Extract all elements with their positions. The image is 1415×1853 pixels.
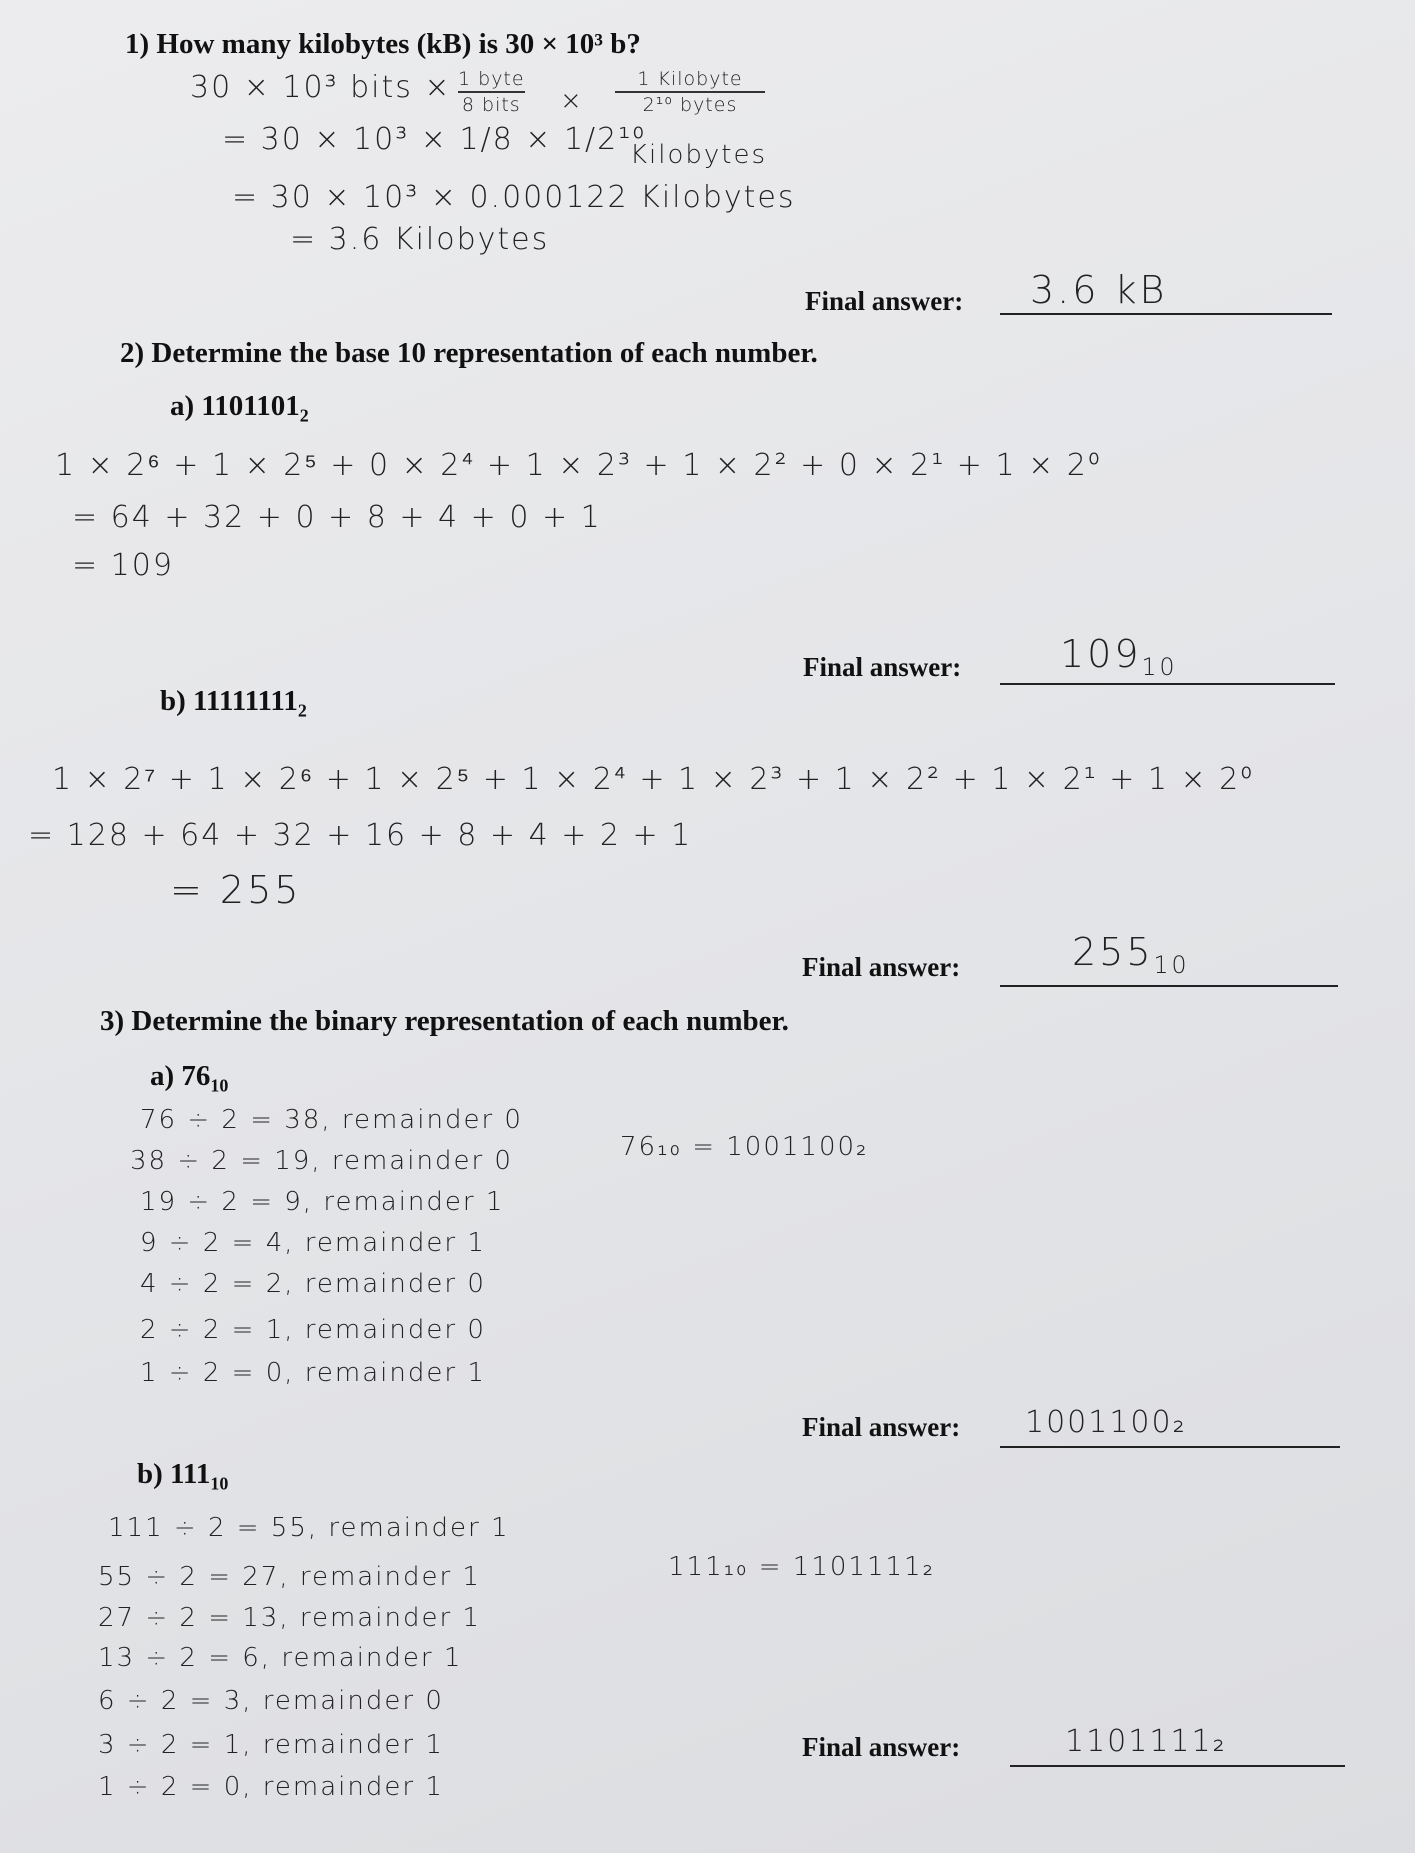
- q3b-step-7: 1 ÷ 2 = 0, remainder 1: [98, 1772, 444, 1802]
- q3b-answer-line: [1010, 1765, 1345, 1767]
- q1-work-line2-unit: Kilobytes: [630, 140, 768, 170]
- q1-answer-line: [1000, 313, 1332, 315]
- q2a-work-line1: 1 × 2⁶ + 1 × 2⁵ + 0 × 2⁴ + 1 × 2³ + 1 × 2² + 0 × 2¹ + 1 × 2⁰: [55, 448, 1102, 483]
- q3b-step-1: 111 ÷ 2 = 55, remainder 1: [108, 1513, 510, 1543]
- q3b-side-note: 111₁₀ = 1101111₂: [668, 1552, 936, 1582]
- q2b-final-label: Final answer:: [802, 952, 961, 982]
- q3a-final-label: Final answer:: [802, 1412, 961, 1442]
- q1-work-line1: 30 × 10³ bits ×: [190, 70, 452, 105]
- q1-fraction-kilobyte: [615, 68, 765, 116]
- q3a-step-7: 1 ÷ 2 = 0, remainder 1: [140, 1358, 486, 1388]
- q3b-label-base: 10: [210, 1473, 229, 1494]
- q2a-answer-line: [1000, 683, 1335, 685]
- q2a-label: [170, 390, 309, 426]
- q2b-final-answer: [1072, 930, 1190, 979]
- q2b-answer-line: [1000, 985, 1338, 987]
- q2b-work-line3: = 255: [170, 868, 302, 912]
- q1-final-answer: 3.6 kB: [1030, 268, 1168, 312]
- q1-final-label: Final answer:: [805, 286, 964, 316]
- fraction-bar: [458, 91, 525, 93]
- q1-work-line2: = 30 × 10³ × 1/8 × 1/2¹⁰: [222, 122, 647, 157]
- q3b-step-3: 27 ÷ 2 = 13, remainder 1: [98, 1603, 481, 1633]
- q2b-final-base: 10: [1153, 951, 1190, 980]
- q3a-step-5: 4 ÷ 2 = 2, remainder 0: [140, 1269, 486, 1299]
- q3a-step-6: 2 ÷ 2 = 1, remainder 0: [140, 1315, 486, 1345]
- q3a-step-4: 9 ÷ 2 = 4, remainder 1: [140, 1228, 486, 1258]
- q2b-label: [160, 685, 307, 721]
- q2a-final-value: 109: [1060, 632, 1142, 676]
- q2b-label-base: 2: [297, 700, 307, 721]
- q3b-final-answer: 1101111₂: [1065, 1724, 1227, 1759]
- q2b-final-value: 255: [1072, 930, 1154, 974]
- q1-fraction-byte: [458, 68, 525, 116]
- q3a-label-base: 10: [210, 1075, 229, 1096]
- q2-question: 2) Determine the base 10 representation of each number.: [120, 337, 818, 369]
- q3b-label-number: b) 111: [137, 1458, 211, 1490]
- q2a-work-line3: = 109: [72, 548, 174, 583]
- q3b-step-4: 13 ÷ 2 = 6, remainder 1: [98, 1643, 463, 1673]
- q3b-step-6: 3 ÷ 2 = 1, remainder 1: [98, 1730, 444, 1760]
- q2b-label-number: b) 11111111: [160, 685, 298, 717]
- q1-question: 1) How many kilobytes (kB) is 30 × 10³ b?: [125, 28, 641, 60]
- q1-work-line3: = 30 × 10³ × 0.000122 Kilobytes: [232, 180, 796, 215]
- q2a-final-label: Final answer:: [803, 652, 962, 682]
- q1-fraction-byte-num: 1 byte: [458, 68, 525, 90]
- q3a-step-2: 38 ÷ 2 = 19, remainder 0: [130, 1146, 513, 1176]
- q3b-final-label: Final answer:: [802, 1732, 961, 1762]
- q3a-side-note: 76₁₀ = 1001100₂: [620, 1132, 869, 1162]
- q3a-step-1: 76 ÷ 2 = 38, remainder 0: [140, 1105, 523, 1135]
- q3a-final-answer: 1001100₂: [1025, 1405, 1187, 1440]
- q1-work-line4: = 3.6 Kilobytes: [290, 222, 550, 257]
- q3b-label: [137, 1458, 228, 1494]
- q3a-label: [150, 1060, 228, 1096]
- q2a-final-base: 10: [1141, 653, 1178, 682]
- q2a-label-number: a) 1101101: [170, 390, 300, 422]
- q2b-work-line2: = 128 + 64 + 32 + 16 + 8 + 4 + 2 + 1: [28, 818, 693, 853]
- q1-fraction-kilobyte-num: 1 Kilobyte: [637, 68, 743, 90]
- q1-times: ×: [560, 86, 584, 116]
- q3b-step-2: 55 ÷ 2 = 27, remainder 1: [98, 1562, 481, 1592]
- q3a-answer-line: [1000, 1446, 1340, 1448]
- q2a-final-answer: [1060, 632, 1178, 681]
- q1-fraction-kilobyte-den: 2¹⁰ bytes: [642, 94, 738, 116]
- q3a-step-3: 19 ÷ 2 = 9, remainder 1: [140, 1187, 505, 1217]
- q3a-label-number: a) 76: [150, 1060, 211, 1092]
- q1-fraction-byte-den: 8 bits: [461, 94, 521, 116]
- q3b-step-5: 6 ÷ 2 = 3, remainder 0: [98, 1686, 444, 1716]
- q2b-work-line1: 1 × 2⁷ + 1 × 2⁶ + 1 × 2⁵ + 1 × 2⁴ + 1 × 2³ + 1 × 2² + 1 × 2¹ + 1 × 2⁰: [52, 762, 1255, 797]
- q2a-work-line2: = 64 + 32 + 0 + 8 + 4 + 0 + 1: [72, 500, 602, 535]
- q2a-label-base: 2: [299, 405, 309, 426]
- q3-question: 3) Determine the binary representation of each number.: [100, 1005, 789, 1037]
- fraction-bar: [615, 91, 765, 93]
